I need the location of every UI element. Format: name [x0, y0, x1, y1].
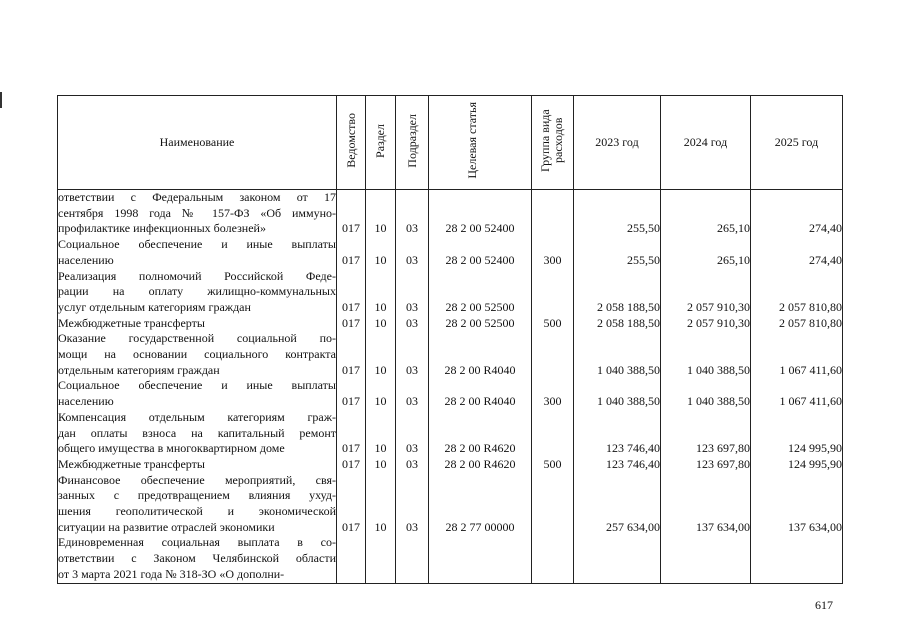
row-name-line: занных с предотвращением влияния ухуд- — [58, 488, 336, 503]
cell-2023: 1 040 388,50 — [574, 378, 661, 409]
cell-2023 — [574, 535, 661, 583]
row-name-line: рации на оплату жилищно-коммунальных — [58, 284, 336, 299]
header-year-2024: 2024 год — [661, 96, 751, 190]
cell-podrazdel: 03 — [396, 316, 429, 332]
row-name-line: Социальное обеспечение и иные выплаты — [58, 237, 336, 252]
row-name-line: Межбюджетные трансферты — [58, 456, 205, 471]
row-name-line: ответствии с Законом Челябинской области — [58, 551, 336, 566]
row-name-line: ответствии с Федеральным законом от 17 — [58, 190, 336, 204]
cell-gruppa — [532, 473, 574, 536]
cell-2024: 2 057 910,30 — [661, 269, 751, 316]
row-name — [58, 331, 337, 378]
cell-celevaya-statya: 28 2 00 R4040 — [429, 378, 532, 409]
cell-vedomstvo: 017 — [337, 457, 366, 473]
cell-vedomstvo: 017 — [337, 378, 366, 409]
table-row — [58, 316, 843, 332]
cell-podrazdel: 03 — [396, 269, 429, 316]
row-name-line: Межбюджетные трансферты — [58, 315, 205, 330]
cell-2025: 274,40 — [751, 190, 843, 238]
cell-gruppa: 300 — [532, 378, 574, 409]
table-row — [58, 190, 843, 238]
cell-razdel: 10 — [366, 237, 396, 268]
cell-podrazdel: 03 — [396, 331, 429, 378]
cell-vedomstvo: 017 — [337, 473, 366, 536]
cell-vedomstvo: 017 — [337, 331, 366, 378]
cell-2025: 124 995,90 — [751, 410, 843, 457]
row-name-line: Единовременная социальная выплата в со- — [58, 535, 336, 550]
row-name-line: населению — [58, 252, 114, 267]
row-name — [58, 237, 337, 268]
table-row — [58, 473, 843, 536]
cell-razdel: 10 — [366, 269, 396, 316]
row-name — [58, 457, 337, 473]
row-name-line: сентября 1998 года № 157-ФЗ «Об иммуно- — [58, 205, 336, 220]
header-vedomstvo: Ведомство — [337, 96, 366, 190]
cell-2023: 255,50 — [574, 237, 661, 268]
cell-gruppa — [532, 535, 574, 583]
cell-2024: 1 040 388,50 — [661, 331, 751, 378]
row-name-line: дан оплаты взноса на капитальный ремонт — [58, 425, 336, 440]
row-name-line: Оказание государственной социальной по- — [58, 331, 336, 346]
cell-2025: 2 057 810,80 — [751, 269, 843, 316]
cell-podrazdel — [396, 535, 429, 583]
cell-2025: 2 057 810,80 — [751, 316, 843, 332]
cell-podrazdel: 03 — [396, 237, 429, 268]
cell-2023: 1 040 388,50 — [574, 331, 661, 378]
cell-2024: 137 634,00 — [661, 473, 751, 536]
cell-celevaya-statya: 28 2 00 R4040 — [429, 331, 532, 378]
header-name: Наименование — [58, 96, 337, 190]
cell-vedomstvo: 017 — [337, 237, 366, 268]
cell-2025: 1 067 411,60 — [751, 378, 843, 409]
header-year-2023: 2023 год — [574, 96, 661, 190]
page-edge-mark — [0, 92, 2, 108]
row-name-line: шения геополитической и экономической — [58, 504, 336, 519]
cell-razdel — [366, 535, 396, 583]
row-name — [58, 316, 337, 332]
cell-2025: 1 067 411,60 — [751, 331, 843, 378]
header-podrazdel: Подраздел — [396, 96, 429, 190]
cell-razdel: 10 — [366, 190, 396, 238]
cell-gruppa: 500 — [532, 457, 574, 473]
row-name-line: Компенсация отдельным категориям граж- — [58, 409, 336, 424]
cell-podrazdel: 03 — [396, 190, 429, 238]
cell-razdel: 10 — [366, 331, 396, 378]
row-name — [58, 269, 337, 316]
cell-vedomstvo: 017 — [337, 190, 366, 238]
cell-2024: 123 697,80 — [661, 457, 751, 473]
table-row — [58, 237, 843, 268]
row-name-line: общего имущества в многоквартирном доме — [58, 441, 285, 456]
cell-gruppa — [532, 410, 574, 457]
row-name-line: ситуации на развитие отраслей экономики — [58, 519, 275, 534]
row-name-line: Финансовое обеспечение мероприятий, свя- — [58, 472, 336, 487]
cell-vedomstvo: 017 — [337, 316, 366, 332]
cell-gruppa — [532, 331, 574, 378]
cell-celevaya-statya: 28 2 00 52400 — [429, 237, 532, 268]
budget-table — [57, 95, 843, 584]
cell-2023: 123 746,40 — [574, 410, 661, 457]
row-name-line: Реализация полномочий Российской Феде- — [58, 268, 336, 283]
header-row — [58, 96, 843, 190]
cell-2023: 2 058 188,50 — [574, 269, 661, 316]
cell-podrazdel: 03 — [396, 410, 429, 457]
cell-2025: 124 995,90 — [751, 457, 843, 473]
cell-celevaya-statya: 28 2 00 52500 — [429, 269, 532, 316]
cell-celevaya-statya: 28 2 00 52400 — [429, 190, 532, 238]
header-razdel: Раздел — [366, 96, 396, 190]
table-row — [58, 535, 843, 583]
table-row — [58, 410, 843, 457]
cell-vedomstvo: 017 — [337, 410, 366, 457]
cell-razdel: 10 — [366, 473, 396, 536]
row-name — [58, 473, 337, 536]
cell-gruppa — [532, 269, 574, 316]
row-name-line: услуг отдельным категориям граждан — [58, 299, 251, 314]
cell-gruppa: 300 — [532, 237, 574, 268]
cell-2025: 274,40 — [751, 237, 843, 268]
cell-podrazdel: 03 — [396, 378, 429, 409]
cell-2024: 2 057 910,30 — [661, 316, 751, 332]
table-row — [58, 269, 843, 316]
cell-2025: 137 634,00 — [751, 473, 843, 536]
cell-vedomstvo — [337, 535, 366, 583]
cell-podrazdel: 03 — [396, 473, 429, 536]
header-gruppa-vida-rashodov: Группа вида расходов — [532, 96, 574, 190]
table-row — [58, 378, 843, 409]
row-name — [58, 535, 337, 583]
cell-razdel: 10 — [366, 378, 396, 409]
cell-razdel: 10 — [366, 457, 396, 473]
cell-celevaya-statya: 28 2 77 00000 — [429, 473, 532, 536]
table-row — [58, 457, 843, 473]
cell-2023: 255,50 — [574, 190, 661, 238]
cell-2024: 265,10 — [661, 237, 751, 268]
cell-gruppa: 500 — [532, 316, 574, 332]
cell-podrazdel: 03 — [396, 457, 429, 473]
cell-vedomstvo: 017 — [337, 269, 366, 316]
cell-razdel: 10 — [366, 316, 396, 332]
row-name — [58, 410, 337, 457]
row-name — [58, 190, 337, 238]
row-name-line: профилактике инфекционных болезней» — [58, 221, 266, 236]
row-name-line: Социальное обеспечение и иные выплаты — [58, 378, 336, 393]
row-name-line: от 3 марта 2021 года № 318-ЗО «О дополни- — [58, 566, 285, 581]
table-row — [58, 331, 843, 378]
cell-celevaya-statya — [429, 535, 532, 583]
cell-2025 — [751, 535, 843, 583]
cell-celevaya-statya: 28 2 00 52500 — [429, 316, 532, 332]
cell-2024: 265,10 — [661, 190, 751, 238]
row-name-line: отдельным категориям граждан — [58, 362, 220, 377]
header-year-2025: 2025 год — [751, 96, 843, 190]
cell-gruppa — [532, 190, 574, 238]
row-name-line: населению — [58, 394, 114, 409]
table-body — [58, 190, 843, 584]
cell-2024 — [661, 535, 751, 583]
row-name — [58, 378, 337, 409]
page-number: 617 — [815, 598, 833, 612]
cell-2023: 2 058 188,50 — [574, 316, 661, 332]
cell-2024: 123 697,80 — [661, 410, 751, 457]
cell-celevaya-statya: 28 2 00 R4620 — [429, 457, 532, 473]
cell-2023: 123 746,40 — [574, 457, 661, 473]
cell-razdel: 10 — [366, 410, 396, 457]
cell-2023: 257 634,00 — [574, 473, 661, 536]
cell-2024: 1 040 388,50 — [661, 378, 751, 409]
cell-celevaya-statya: 28 2 00 R4620 — [429, 410, 532, 457]
header-celevaya-statya: Целевая статья — [429, 96, 532, 190]
row-name-line: мощи на основании социального контракта — [58, 347, 336, 362]
